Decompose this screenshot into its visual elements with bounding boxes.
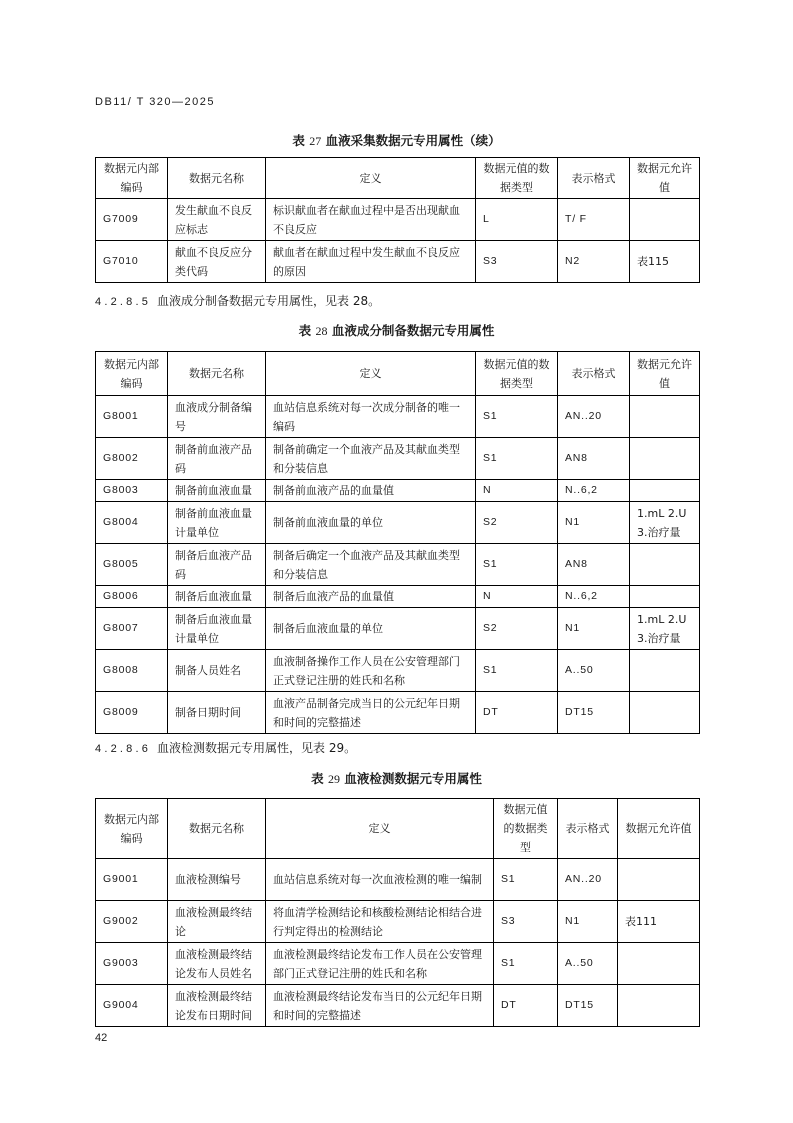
section-number: 4.2.8.6: [95, 743, 152, 755]
table27: [95, 157, 700, 283]
cell-type: S1: [494, 943, 558, 985]
cell-fmt: DT15: [558, 985, 618, 1027]
cell-fmt: AN8: [558, 438, 630, 480]
cell-fmt: N1: [558, 608, 630, 650]
cell-fmt: N..6,2: [558, 480, 630, 502]
cell-fmt: AN..20: [558, 396, 630, 438]
column-header-type: 数据元值的数据类型: [476, 158, 558, 199]
cell-type: N: [476, 480, 558, 502]
cell-name: 献血不良反应分类代码: [168, 241, 266, 283]
column-header-name: 数据元名称: [168, 352, 266, 396]
cell-allowed: 1.mL 2.U 3.治疗量: [630, 502, 700, 544]
table27-caption-prefix: 表: [292, 133, 305, 148]
cell-def: 制备后血液血量的单位: [266, 608, 476, 650]
cell-name: 血液成分制备编号: [168, 396, 266, 438]
table-row: [96, 586, 700, 608]
cell-type: S1: [476, 396, 558, 438]
column-header-code: 数据元内部编码: [96, 352, 168, 396]
cell-code: G8003: [96, 480, 168, 502]
column-header-def: 定义: [266, 158, 476, 199]
cell-fmt: N2: [558, 241, 630, 283]
cell-def: 将血清学检测结论和核酸检测结论相结合进行判定得出的检测结论: [266, 901, 494, 943]
cell-type: S3: [494, 901, 558, 943]
cell-allowed: [630, 650, 700, 692]
cell-fmt: N1: [558, 502, 630, 544]
cell-code: G8004: [96, 502, 168, 544]
cell-type: S2: [476, 608, 558, 650]
cell-def: 制备后血液产品的血量值: [266, 586, 476, 608]
cell-name: 制备前血液产品码: [168, 438, 266, 480]
cell-code: G8005: [96, 544, 168, 586]
cell-name: 血液检测编号: [168, 859, 266, 901]
cell-code: G9001: [96, 859, 168, 901]
cell-code: G8008: [96, 650, 168, 692]
cell-name: 制备后血液血量: [168, 586, 266, 608]
cell-def: 献血者在献血过程中发生献血不良反应的原因: [266, 241, 476, 283]
table-row: [96, 438, 700, 480]
column-header-allowed: 数据元允许值: [630, 352, 700, 396]
cell-def: 制备前血液产品的血量值: [266, 480, 476, 502]
table29-caption-title: 血液检测数据元专用属性: [344, 771, 482, 786]
cell-code: G7009: [96, 199, 168, 241]
cell-allowed: [618, 859, 700, 901]
table-row: [96, 901, 700, 943]
table-row: [96, 985, 700, 1027]
cell-def: 血液检测最终结论发布工作人员在公安管理部门正式登记注册的姓氏和名称: [266, 943, 494, 985]
column-header-type: 数据元值的数据类型: [476, 352, 558, 396]
cell-fmt: A..50: [558, 650, 630, 692]
table29: [95, 798, 700, 1027]
cell-name: 制备人员姓名: [168, 650, 266, 692]
table28-caption: [0, 321, 793, 339]
cell-allowed: [630, 438, 700, 480]
cell-code: G8009: [96, 692, 168, 734]
cell-fmt: N..6,2: [558, 586, 630, 608]
column-header-code: 数据元内部编码: [96, 799, 168, 859]
cell-allowed: [630, 544, 700, 586]
cell-type: N: [476, 586, 558, 608]
cell-def: 血液产品制备完成当日的公元纪年日期和时间的完整描述: [266, 692, 476, 734]
section-number: 4.2.8.5: [95, 296, 152, 308]
page-number: 42: [95, 1032, 108, 1044]
cell-allowed: 1.mL 2.U 3.治疗量: [630, 608, 700, 650]
cell-type: DT: [494, 985, 558, 1027]
cell-allowed: [630, 480, 700, 502]
column-header-code: 数据元内部编码: [96, 158, 168, 199]
cell-allowed: [630, 396, 700, 438]
table-row: [96, 480, 700, 502]
cell-name: 制备日期时间: [168, 692, 266, 734]
cell-name: 制备后血液血量计量单位: [168, 608, 266, 650]
cell-name: 制备前血液血量计量单位: [168, 502, 266, 544]
cell-name: 制备后血液产品码: [168, 544, 266, 586]
cell-def: 制备前确定一个血液产品及其献血类型和分装信息: [266, 438, 476, 480]
table28-caption-title: 血液成分制备数据元专用属性: [331, 323, 495, 338]
table28-caption-prefix: 表: [298, 323, 312, 338]
cell-fmt: N1: [558, 901, 618, 943]
table29-caption-number: 29: [328, 772, 340, 786]
column-header-name: 数据元名称: [168, 799, 266, 859]
column-header-type: 数据元值的数据类型: [494, 799, 558, 859]
document-id-header: DB11/ T 320—2025: [95, 96, 216, 108]
column-header-fmt: 表示格式: [558, 158, 630, 199]
cell-code: G7010: [96, 241, 168, 283]
cell-name: 血液检测最终结论: [168, 901, 266, 943]
cell-code: G9002: [96, 901, 168, 943]
cell-type: S1: [476, 650, 558, 692]
cell-fmt: A..50: [558, 943, 618, 985]
table-row: [96, 396, 700, 438]
cell-code: G9004: [96, 985, 168, 1027]
cell-type: S1: [476, 438, 558, 480]
table-row: [96, 199, 700, 241]
cell-allowed: 表111: [618, 901, 700, 943]
cell-allowed: [630, 692, 700, 734]
cell-code: G8007: [96, 608, 168, 650]
table-row: [96, 943, 700, 985]
cell-def: 标识献血者在献血过程中是否出现献血不良反应: [266, 199, 476, 241]
cell-type: L: [476, 199, 558, 241]
table-row: [96, 608, 700, 650]
cell-allowed: [630, 586, 700, 608]
table-row: [96, 650, 700, 692]
cell-fmt: T/ F: [558, 199, 630, 241]
cell-type: S1: [476, 544, 558, 586]
section-text: 血液成分制备数据元专用属性，见表 28。: [157, 294, 381, 308]
cell-def: 血液制备操作工作人员在公安管理部门正式登记注册的姓氏和名称: [266, 650, 476, 692]
section-4-2-8-5: [95, 292, 380, 309]
cell-fmt: AN8: [558, 544, 630, 586]
table29-caption: [0, 769, 793, 787]
cell-allowed: 表115: [630, 241, 700, 283]
cell-def: 制备前血液血量的单位: [266, 502, 476, 544]
cell-def: 血站信息系统对每一次成分制备的唯一编码: [266, 396, 476, 438]
column-header-fmt: 表示格式: [558, 799, 618, 859]
cell-type: S1: [494, 859, 558, 901]
cell-allowed: [618, 985, 700, 1027]
column-header-def: 定义: [266, 352, 476, 396]
table-header-row: [96, 158, 700, 199]
cell-fmt: DT15: [558, 692, 630, 734]
cell-def: 血站信息系统对每一次血液检测的唯一编制: [266, 859, 494, 901]
cell-fmt: AN..20: [558, 859, 618, 901]
column-header-name: 数据元名称: [168, 158, 266, 199]
cell-def: 血液检测最终结论发布当日的公元纪年日期和时间的完整描述: [266, 985, 494, 1027]
table-row: [96, 502, 700, 544]
table-row: [96, 859, 700, 901]
table-header-row: [96, 352, 700, 396]
cell-code: G8002: [96, 438, 168, 480]
table28-caption-number: 28: [315, 324, 328, 338]
table27-caption: [0, 131, 793, 149]
column-header-allowed: 数据元允许值: [630, 158, 700, 199]
table-row: [96, 241, 700, 283]
cell-type: S2: [476, 502, 558, 544]
cell-code: G8001: [96, 396, 168, 438]
column-header-fmt: 表示格式: [558, 352, 630, 396]
cell-type: S3: [476, 241, 558, 283]
table29-caption-prefix: 表: [311, 771, 324, 786]
column-header-allowed: 数据元允许值: [618, 799, 700, 859]
table-row: [96, 692, 700, 734]
cell-def: 制备后确定一个血液产品及其献血类型和分装信息: [266, 544, 476, 586]
table-header-row: [96, 799, 700, 859]
cell-code: G9003: [96, 943, 168, 985]
section-4-2-8-6: [95, 739, 356, 756]
table28: [95, 351, 700, 734]
table27-caption-number: 27: [309, 134, 322, 148]
cell-name: 制备前血液血量: [168, 480, 266, 502]
cell-allowed: [630, 199, 700, 241]
cell-code: G8006: [96, 586, 168, 608]
section-text: 血液检测数据元专用属性，见表 29。: [157, 741, 357, 755]
column-header-def: 定义: [266, 799, 494, 859]
table27-caption-title: 血液采集数据元专用属性（续）: [325, 133, 501, 148]
cell-allowed: [618, 943, 700, 985]
cell-type: DT: [476, 692, 558, 734]
table-row: [96, 544, 700, 586]
cell-name: 血液检测最终结论发布人员姓名: [168, 943, 266, 985]
cell-name: 血液检测最终结论发布日期时间: [168, 985, 266, 1027]
cell-name: 发生献血不良反应标志: [168, 199, 266, 241]
